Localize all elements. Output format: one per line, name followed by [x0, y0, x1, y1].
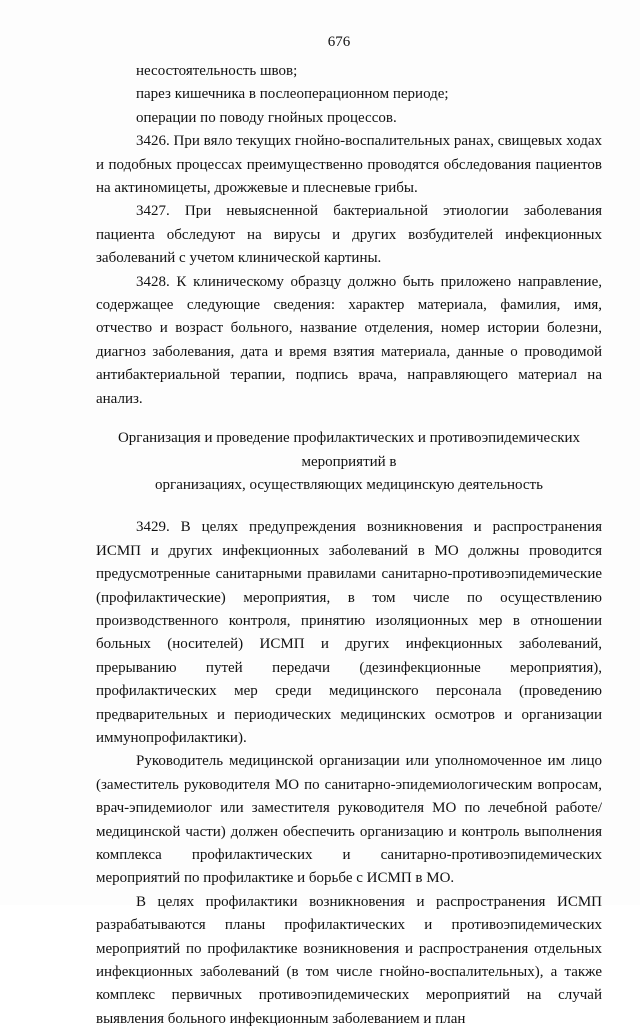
paragraph-3427: 3427. При невыясненной бактериальной этиологии заболевания пациента обследуют на вирусы и других возбудителей инфекционных заболеваний с учетом клинической картины.	[96, 203, 602, 267]
paragraph-prevention-plans: В целях профилактики возникновения и распространения ИСМП разрабатываются планы профилактических и противоэпидемических мероприятий по профилактике возникновения и распространения отдельных инфекционных заболеваний (в том числе гнойно-воспалительных), а также комплекс первичных противоэпидемических мероприятий на случай выявления больного инфекционным заболеванием и план	[96, 893, 602, 1027]
paragraph-3429: 3429. В целях предупреждения возникновения и распространения ИСМП и других инфекционных заболеваний в МО должны проводится предусмотренные санитарными правилами санитарно-противоэпидемические (профилактические) мероприятия, в том числе по осуществлению производственного контроля, принятию изоляционных мер в отношении больных (носителей) ИСМП и других инфекционных заболеваний, прерыванию путей передачи (дезинфекционные мероприятия), профилактических мер среди медицинского персонала (проведению предварительных и периодических медицинских осмотров и организации иммунопрофилактики).	[96, 519, 602, 746]
section-heading-line-1: Организация и проведение профилактических и противоэпидемических мероприятий в	[117, 430, 581, 470]
paragraph-3426: 3426. При вяло текущих гнойно-воспалительных ранах, свищевых ходах и подобных процессах преимущественно проводятся обследования пациентов на актиномицеты, дрожжевые и плесневые грибы.	[96, 133, 602, 197]
list-item: операции по поводу гнойных процессов.	[136, 109, 397, 126]
paragraph-3428: 3428. К клиническому образцу должно быть приложено направление, содержащее следующие сведения: характер материала, фамилия, имя, отчество и возраст больного, название отделения, номер истории болезни, диагноз заболевания, дата и время взятия материала, данные о проводимой антибактериальной терапии, подпись врача, направляющего материал на анализ.	[96, 273, 602, 407]
list-item: парез кишечника в послеоперационном периоде;	[136, 86, 449, 103]
section-heading	[96, 427, 602, 497]
paragraph-responsible-person: Руководитель медицинской организации или уполномоченное им лицо (заместитель руководителя МО по санитарно-эпидемиологическим вопросам, врач-эпидемиолог или заместителя руководителя МО по лечебной работе/медицинской части) должен обеспечить организацию и контроль выполнения комплекса профилактических и санитарно-противоэпидемических мероприятий по профилактике и борьбе с ИСМП в МО.	[96, 753, 602, 887]
section-heading-line-2: организациях, осуществляющих медицинскую деятельность	[155, 476, 543, 493]
page-number: 676	[327, 34, 351, 50]
list-item: несостоятельность швов;	[136, 63, 298, 79]
